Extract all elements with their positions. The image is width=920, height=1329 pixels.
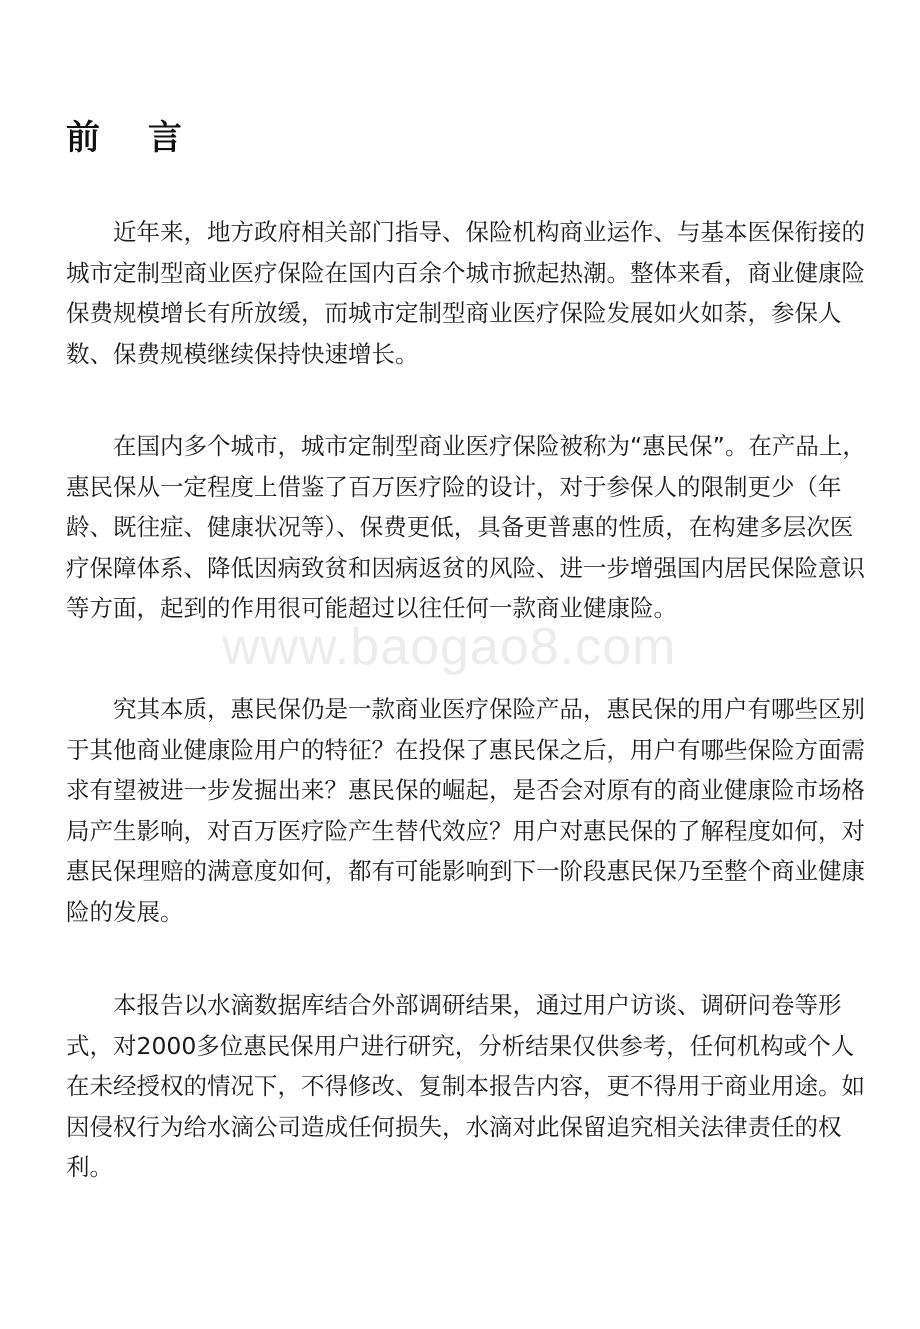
paragraph-questions: 究其本质，惠民保仍是一款商业医疗保险产品，惠民保的用户有哪些区别于其他商业健康险用户的特征？在投保了惠民保之后，用户有哪些保险方面需求有望被进一步发掘出来？惠民保的崛起，是否会对原有的商业健康险市场格局产生影响，对百万医疗险产生替代效应？用户对惠民保的了解程度如何，对惠民保理赔的满意度如何，都有可能影响到下一阶段惠民保乃至整个商业健康险的发展。 [66,695,865,926]
paragraph-huiminbao-definition: 在国内多个城市，城市定制型商业医疗保险被称为“惠民保”。在产品上，惠民保从一定程度上借鉴了百万医疗险的设计，对于参保人的限制更少（年龄、既往症、健康状况等）、保费更低，具备更普惠的性质，在构建多层次医疗保障体系、降低因病致贫和因病返贫的风险、进一步增强国内居民保险意识等方面，起到的作用很可能超过以往任何一款商业健康险。 [66,432,866,622]
watermark: www.baogao8.com [222,618,677,676]
page-title: 前 言 [66,118,200,158]
paragraph-methodology-disclaimer: 本报告以水滴数据库结合外部调研结果，通过用户访谈、调研问卷等形式，对2000多位惠民保用户进行研究，分析结果仅供参考，任何机构或个人在未经授权的情况下，不得修改、复制本报告内容，更不得用于商业用途。如因侵权行为给水滴公司造成任何损失，水滴对此保留追究相关法律责任的权利。 [66,991,865,1181]
paragraph-intro: 近年来，地方政府相关部门指导、保险机构商业运作、与基本医保衔接的城市定制型商业医疗保险在国内百余个城市掀起热潮。整体来看，商业健康险保费规模增长有所放缓，而城市定制型商业医疗保险发展如火如荼，参保人数、保费规模继续保持快速增长。 [66,218,865,368]
